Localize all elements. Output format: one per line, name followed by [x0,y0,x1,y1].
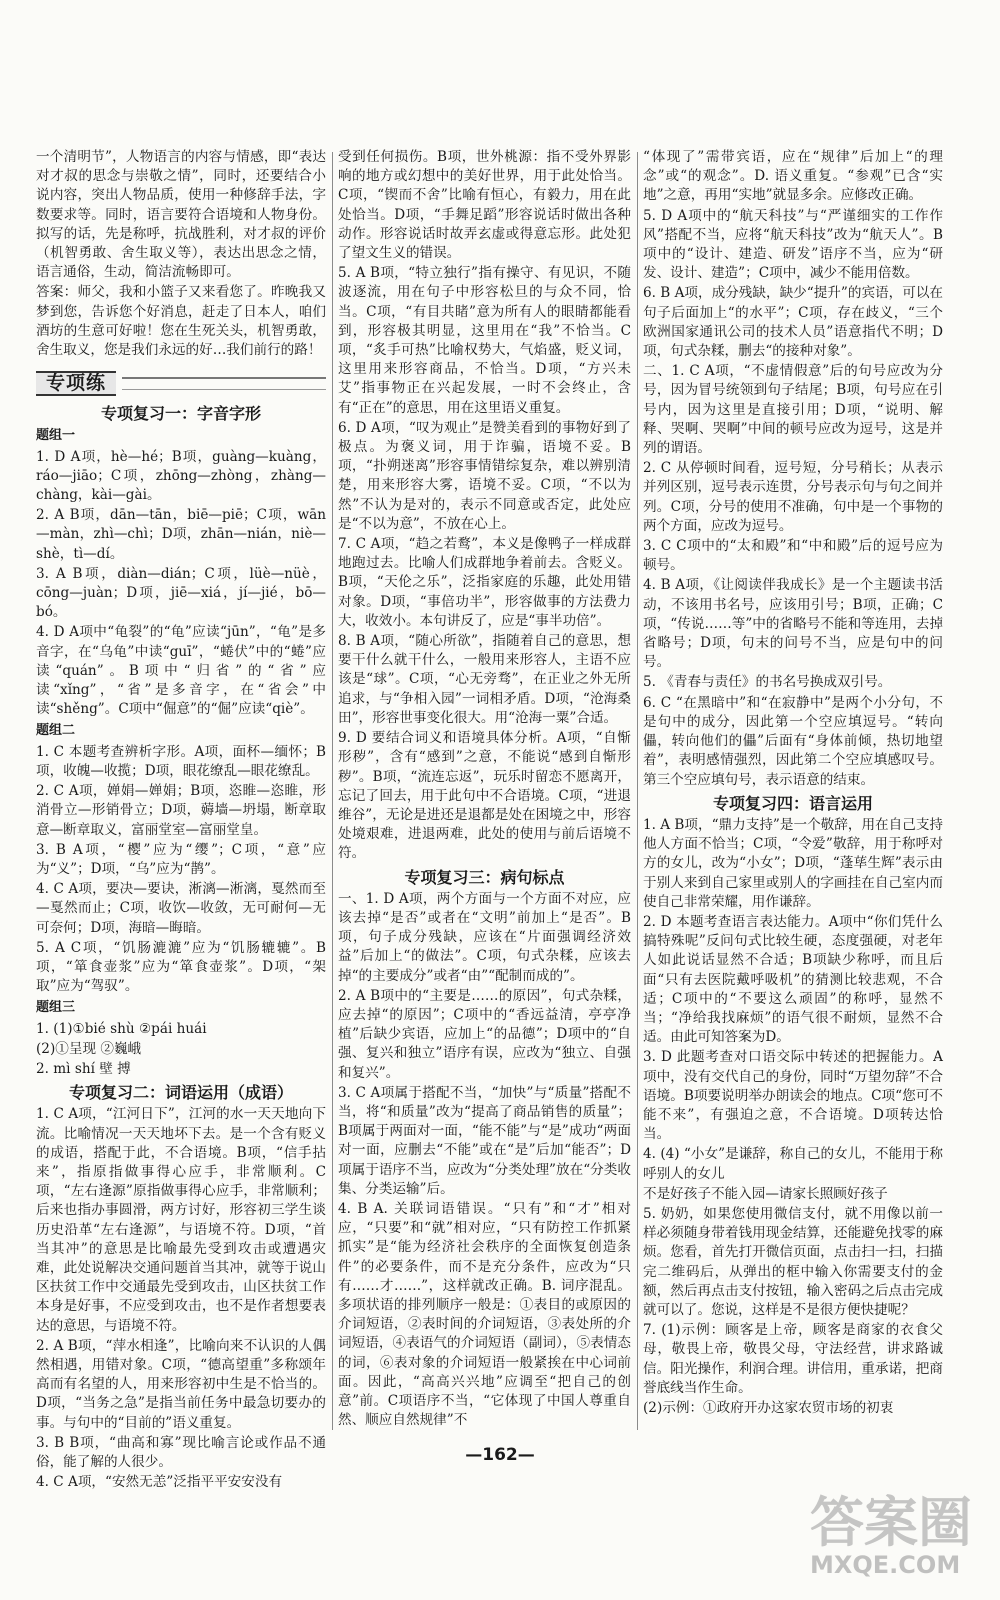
group-title: 题组二 [36,723,76,739]
answer-item: 4. D A项中“龟裂”的“龟”应读“jūn”，“龟”是多音字，在“乌龟”中读“guī”，“蜷伏”中的“蜷”应读“quán”。B项中“归省”的“省”应读“xǐng”，“省”是多音字，在“省会”中读“shěng”。C项中“倔意”的“倔”应读“qiè”。 [36,624,326,718]
answer-item: 8. B A项，“随心所欲”，指随着自己的意思，想要干什么就干什么，一般用来形容人，主语不应该是“球”。C项，“心无旁骛”，在正业之外无所追求，与“争相入园”一词相矛盾。D项，“沧海桑田”，形容世事变化很大。用“沧海一粟”合适。 [338,633,631,726]
section-banner [36,368,326,398]
answer-item: 2. A B项，dān—tān，biē—piē；C项，wān—màn，zhì—chì；D项，zhān—nián，niè—shè，tì—dí。 [36,507,326,562]
answer-item: 3. A B项，diàn—dián；C项，lüè—nüè，cōng—juàn；D项，jiē—xiá，jí—jié，bō—bó。 [36,565,326,621]
column-3 [643,148,943,1440]
answer-item: 4. C A项，要决—要诀，淅漓—淅漓，戛然而至—戛然而止；C项，收饮—收敛，无可耐何—无可奈何；D项，海暗—晦暗。 [36,881,326,936]
answer-item: 2. A B项，“萍水相逢”，比喻向来不认识的人偶然相遇，用错对象。C项，“德高望重”多称颂年高而有名望的人，用来形容初中生是不恰当的。D项，“当务之急”是指当前任务中最急切要办的事。与句中的“目前的”语义重复。 [36,1337,326,1431]
answer-item: 4. (4) “小女”是谦辞，称自己的女儿，不能用于称呼别人的女儿 [643,1146,943,1182]
answer-item: 6. D A项，“叹为观止”是赞美看到的事物好到了极点。为褒义词，用于诈骗，语境不妥。B项，“扑朔迷离”形容事情错综复杂，难以辨别清楚，用来形容大雾，语境不妥。C项，“不以为然”不认为是对的，表示不同意或否定，此处应是“不以为意”，不放在心上。 [338,419,631,532]
answer-item: 3. B B项，“曲高和寡”现比喻言论或作品不通俗，能了解的人很少。 [36,1434,326,1470]
answer-item: 6. C “在黑暗中”和“在寂静中”是两个小分句，不是句中的成分，因此第一个空应填逗号。“转向儡，转向他们的儡”后面有“身体前倾，热切地望着”，表明感情强烈，因此第二个空应填感叹号。第三个空应填句号，表示语意的结束。 [643,694,943,788]
answer-item: 3. C A项属于搭配不当，“加快”与“质量”搭配不当，将“和质量”改为“提高了商品销售的质量”；B项属于两面对一面，“能不能”与“是”成功“两面对一面，应删去“不能”或在“是”后加“能否”；D项属于语序不当，应改为“分类处理”放在“分类收集、分类运输”后。 [338,1084,631,1197]
answer-item: 5. 《青春与责任》的书名号换成双引号。 [643,674,892,691]
answer-item: 2. A B项中的“主要是……的原因”，句式杂糅，应去掉“的原因”；C项中的“香远益清，亭亭净植”后缺少宾语，应加上“的品德”；D项中的“自强、复兴和独立”语序有误，应改为“独立、自强和复兴”。 [338,987,631,1081]
answer-item: 3. C C项中的“太和殿”和“中和殿”后的逗号应为顿号。 [643,538,943,574]
group-title: 题组三 [36,1000,76,1016]
answer-item: 1. (1)①bié shù ②pái huái [36,1020,207,1037]
answer-item: 3. D 此题考查对口语交际中转述的把握能力。A项中，没有交代自己的身份，同时“万望勿辞”不合语境。B项要说明举办朗读会的地点。C项“您可不能不来”，有强迫之意，不合语境。D项转达恰当。 [643,1049,943,1143]
column-divider [637,152,638,1430]
answer-item: 5. 奶奶，如果您使用微信支付，就不用像以前一样必须随身带着钱用现金结算，还能避免找零的麻烦。您看，首先打开微信页面，点击扫一扫，扫描完二维码后，从弹出的框中输入你需要支付的金额，然后再点击支付按钮，输入密码之后点击完成就可以了。您说，这样是不是很方便快捷呢？ [643,1205,943,1318]
answer-item: 5. A B项，“特立独行”指有操守、有见识，不随波逐流，用在句子中形容松旦的与众不同，恰当。C项，“有目共睹”意为所有人的眼睛都能看到，形容极其明显，这里用在“我”不恰当。C项，“炙手可热”比喻权势大，气焰盛，贬义词，这里用来形容商品，不恰当。D项，“方兴未艾”指事物正在兴起发展，一时不会终止，含有“正在”的意思，用在这里语义重复。 [338,265,631,416]
column-divider [332,152,333,1430]
watermark [810,1480,990,1590]
banner-lines [122,377,326,390]
answer-item: 受到任何损伤。B项，世外桃源：指不受外界影响的地方或幻想中的美好世界，用于此处恰当。C项，“锲而不舍”比喻有恒心，有毅力，用在此处恰当。D项，“手舞足蹈”形容说话时做出各种动作。形容说话时故弄玄虚或得意忘形。此处犯了望文生义的错误。 [338,149,631,262]
answer-item: 7. (1)示例：顾客是上帝，顾客是商家的衣食父母，敬畏上帝，敬畏父母，守法经营，讲求路诚信。阳光操作，利润合理。讲信用，重承诺，把商誉底线当作生命。 [643,1322,943,1396]
column-2 [338,148,631,1440]
answer-item: 4. B A. 关联词语错误。“只有”和“才”相对应，“只要”和“就”相对应，“只有防控工作抓紧抓实”是“能为经济社会秩序的全面恢复创造条件”的必要条件，而不是充分条件，应改为“只有……才……”，这样就改正确。B. 词序混乱。多项状语的排列顺序一般是：①表目的或原因的介词短语，②表时间的介词短语，③表处所的介词短语，④表语气的介词短语（副词），⑤表情态的词，⑥表对象的介词短语一般紧挨在中心词前面。因此，“高高兴兴地”应调至“把自己的创意”前。C项语序不当，“它体现了中国人尊重自然、顺应自然规律”不 [338,1200,631,1429]
answer-item: 1. C A项，“江河日下”，江河的水一天天地向下流。比喻情况一天天地坏下去。是一个含有贬义的成语，搭配于此，不合语境。B项，“信手拈来”，指原指做事得心应手，非常顺利。C项，“左右逢源”原指做事得心应手，非常顺利；后来也指办事圆滑，两方讨好，形容初三学生谈历史沿革“左右逢源”，与语境不符。D项，“首当其冲”的意思是比喻最先受到攻击或遭遇灾难，此处说解决交通问题首当其冲，就等于说山区扶贫工作中交通最先受到攻击，山区扶贫工作本身是好事，不应受到攻击，也不是作者想要表达的意思，与语境不符。 [36,1106,326,1334]
answer-item: 2. D 本题考查语言表达能力。A项中“你们凭什么搞特殊呢”反问句式比较生硬，态度强硬，对老年人如此说话显然不合适；B项缺少称呼，而且后面“只有去医院戴呼吸机”的猜测比较悲观，不合适；C项中的“不要这么顽固”的称呼，显然不当；“净给我找麻烦”的语气很不耐烦，显然不合适。由此可知答案为D。 [643,913,943,1046]
answer-item: 4. B A项，《让阅读伴我成长》是一个主题读书活动，不该用书名号，应该用引号；B项，正确；C项，“传说……等”中的省略号不能和等连用，去掉省略号；D项，句末的问号不当，应是句中的问号。 [643,577,943,671]
group-title: 题组一 [36,428,76,444]
answer-item: 1. A B项，“鼎力支持”是一个敬辞，用在自己支持他人方面不恰当；C项，“令爱”敬辞，用于称呼对方的女儿，改为“小女”；D项，“蓬荜生辉”表示由于别人来到自己家里或别人的字画挂在自己室内而使自己非常荣耀，用作谦辞。 [643,816,944,910]
answer-item: 3. B A项，“樱”应为“缨”；C项，“意”应为“义”；D项，“乌”应为“鹊”。 [36,841,326,877]
review4-title: 专项复习四：语言运用 [712,793,873,813]
answer-item: 4. C A项，“安然无恙”泛指平平安安没有 [36,1474,283,1491]
answer-item: (2)①呈现 ②巍峨 [36,1040,142,1057]
watermark-logo: 答案圈 [810,1491,972,1554]
review3-title: 专项复习三：病句标点 [404,867,565,887]
answer-item: 5. D A项中的“航天科技”与“严谨细实的工作作风”搭配不当，应将“航天科技”改为“航天人”。B项中的“设计、建造、研发”语序不当，应为“研发、设计、建造”；C项中，减少不能用倍数。 [643,207,943,282]
answer-item: 5. A C项，“饥肠漉漉”应为“饥肠辘辘”。B项，“箪食壶浆”应为“箪食壶浆”。D项，“架取”应为“驾驭”。 [36,939,326,995]
review1-title: 专项复习一：字音字形 [100,404,261,424]
answer-item: 一、1. D A项，两个方面与一个方面不对应，应该去掉“是否”或者在“文明”前加上“是否”。B项，句子成分残缺，应该在“片面强调经济效益”后加上“的做法”。C项，句式杂糅，应该去掉“的主要成分”或者“由”“配制而成的”。 [338,890,631,984]
section-banner-title: 专项练 [36,371,116,396]
answer-item: 7. C A项，“趋之若鹜”，本义是像鸭子一样成群地跑过去。比喻人们成群地争着前去。含贬义。B项，“天伦之乐”，泛指家庭的乐趣，此处用错对象。D项，“事倍功半”，形容做事的方法费力大，收效小。本句讲反了，应是“事半功倍”。 [338,536,631,629]
answer-item: (2)示例：①政府开办这家农贸市场的初衷 [643,1400,894,1416]
answer-item: 1. D A项，hè—hé；B项，guàng—kuàng，ráo—jiāo；C项，zhōng—zhòng，zhàng—chàng，kài—gài。 [36,448,326,504]
answer-item: 2. C A项，婵娟—婵娟；B项，恣睢—恣睢，形消骨立—形销骨立；D项，薅墙—坍塌，断章取意—断章取义，富丽堂室—富丽堂皇。 [36,783,326,838]
intro-paragraph: 一个清明节”，人物语言的内容与情感，即“表达对才叔的思念与崇敬之情”，同时，还要结合小说内容，突出人物品质，使用一种修辞手法，字数要求等。同时，语言要符合语境和人物身份。拟写的话，先是称呼，抗战胜利，对才叔的评价（机智勇敢、舍生取义等），表达出思念之情，语言通俗，生动，简洁流畅即可。 [36,149,326,281]
answer-item: 1. C 本题考查辨析字形。A项，面杯—缅怀；B项，收魄—收揽；D项，眼花缭乱—眼花缭乱。 [36,743,326,779]
answer-item: 不是好孩子不能入园—请家长照顾好孩子 [643,1185,888,1202]
page-number: —162— [465,1445,535,1465]
watermark-url: MXQE.COM [810,1551,961,1579]
answer-item: 二、1. C A项，“不虚情假意”后的句号应改为分号，因为冒号统领到句子结尾；B项，句号应在引号内，因为这里是直接引用；D项，“说明、解释、哭啊、哭啊”中间的顿号应改为逗号，这是并列的谓语。 [643,363,943,457]
answer-item: “体现了”需带宾语，应在“规律”后加上“的理念”或“的观念”。D. 语义重复。“参观”已含“实地”之意，再用“实地”就显多余。应修改正确。 [643,149,943,204]
review2-title: 专项复习二：词语运用（成语） [68,1083,293,1103]
answer-paragraph: 答案：师父，我和小篮子又来看您了。昨晚我又梦到您，告诉您个好消息，赶走了日本人，咱们酒坊的生意可好啦！您在生死关头，机智勇敢，舍生取义，您是我们永远的好…我们前行的路！ [36,284,326,359]
column-1 [36,148,326,1491]
answer-item: 6. B A项，成分残缺，缺少“提升”的宾语，可以在句子后面加上“的水平”；C项，存在歧义，“三个欧洲国家通讯公司的技术人员”语意指代不明；D项，句式杂糅，删去“的接种对象”。 [643,285,944,360]
answer-item: 2. mì shí 壁 搏 [36,1060,131,1077]
answer-item: 2. C 从停顿时间看，逗号短，分号稍长；从表示并列区别，逗号表示连贯，分号表示句与句之间并列。C项，分号的使用不准确，句中是一个事物的两个方面，应改为逗号。 [643,460,943,534]
answer-item: 9. D 要结合词义和语境具体分析。A项，“自惭形秽”，含有“感到”之意，不能说“感到自惭形秽”。B项，“流连忘返”，玩乐时留恋不愿离开，忘记了回去，用于此句中不合语境。C项，“进退维谷”，无论是进还是退都是处在困境之中，形容处境艰难，进退两难，此处的使用与前后语境不符。 [338,730,631,862]
